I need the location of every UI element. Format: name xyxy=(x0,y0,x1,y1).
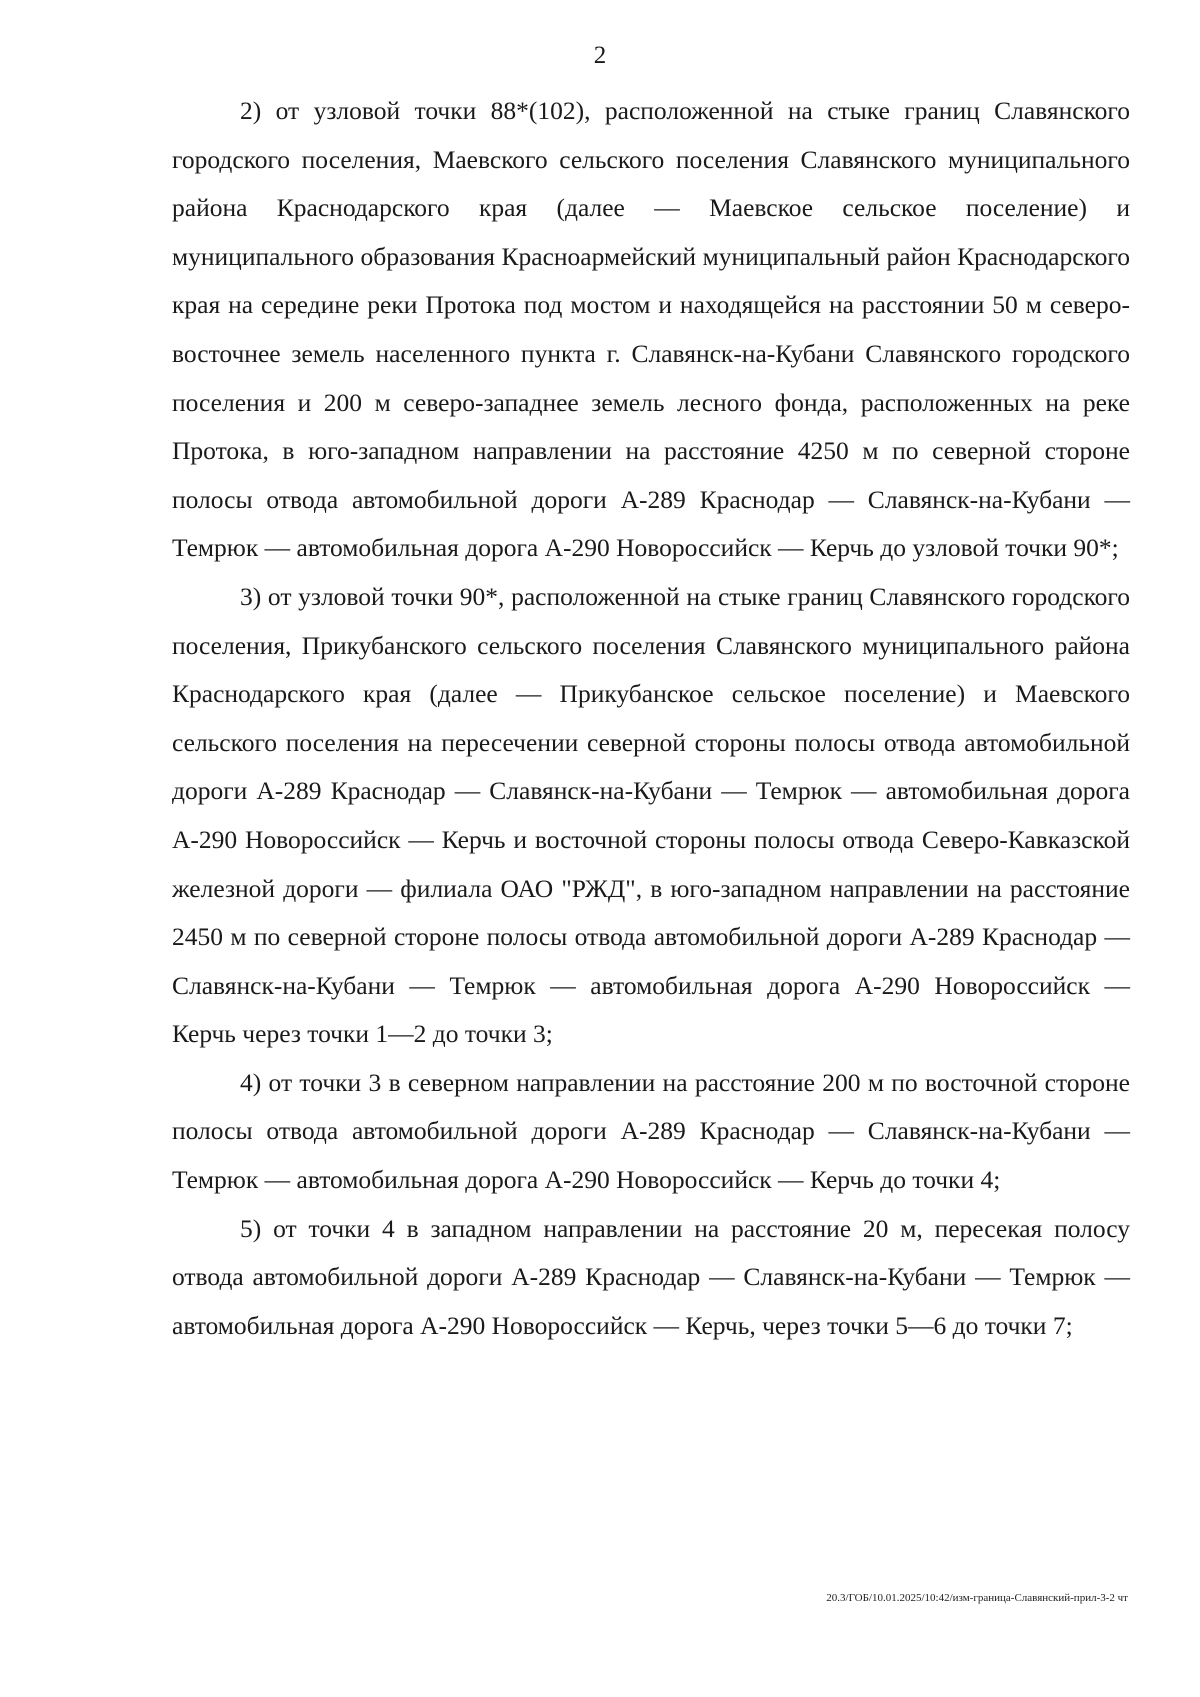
page-number: 2 xyxy=(593,42,607,69)
document-body xyxy=(172,87,1130,1350)
paragraph-2: 2) от узловой точки 88*(102), расположенной на стыке границ Славянского городского поселения, Маевского сельского поселения Славянского муниципального района Краснодарского края (далее — Маевское сельское поселение) и муниципального образования Красноармейский муниципальный район Краснодарского края на середине реки Протока под мостом и находящейся на расстоянии 50 м северо-восточнее земель населенного пункта г. Славянск-на-Кубани Славянского городского поселения и 200 м северо-западнее земель лесного фонда, расположенных на реке Протока, в юго-западном направлении на расстояние 4250 м по северной стороне полосы отвода автомобильной дороги А-289 Краснодар — Славянск-на-Кубани — Темрюк — автомобильная дорога А-290 Новороссийск — Керчь до узловой точки 90*; xyxy=(172,96,1130,563)
document-footer-code: 20.3/ГОБ/10.01.2025/10:42/изм-граница-Славянский-прил-3-2 чт xyxy=(826,1592,1128,1604)
paragraph-4: 4) от точки 3 в северном направлении на расстояние 200 м по восточной стороне полосы отвода автомобильной дороги А-289 Краснодар — Славянск-на-Кубани — Темрюк — автомобильная дорога А-290 Новороссийск — Керчь до точки 4; xyxy=(172,1067,1130,1195)
paragraph-5: 5) от точки 4 в западном направлении на расстояние 20 м, пересекая полосу отвода автомобильной дороги А-289 Краснодар — Славянск-на-Кубани — Темрюк — автомобильная дорога А-290 Новороссийск — Керчь, через точки 5—6 до точки 7; xyxy=(172,1213,1130,1340)
paragraph-3: 3) от узловой точки 90*, расположенной на стыке границ Славянского городского поселения, Прикубанского сельского поселения Славянского муниципального района Краснодарского края (далее — Прикубанское сельское поселение) и Маевского сельского поселения на пересечении северной стороны полосы отвода автомобильной дороги А-289 Краснодар — Славянск-на-Кубани — Темрюк — автомобильная дорога А-290 Новороссийск — Керчь и восточной стороны полосы отвода Северо-Кавказской железной дороги — филиала ОАО "РЖД", в юго-западном направлении на расстояние 2450 м по северной стороне полосы отвода автомобильной дороги А-289 Краснодар — Славянск-на-Кубани — Темрюк — автомобильная дорога А-290 Новороссийск — Керчь через точки 1—2 до точки 3; xyxy=(172,581,1130,1049)
